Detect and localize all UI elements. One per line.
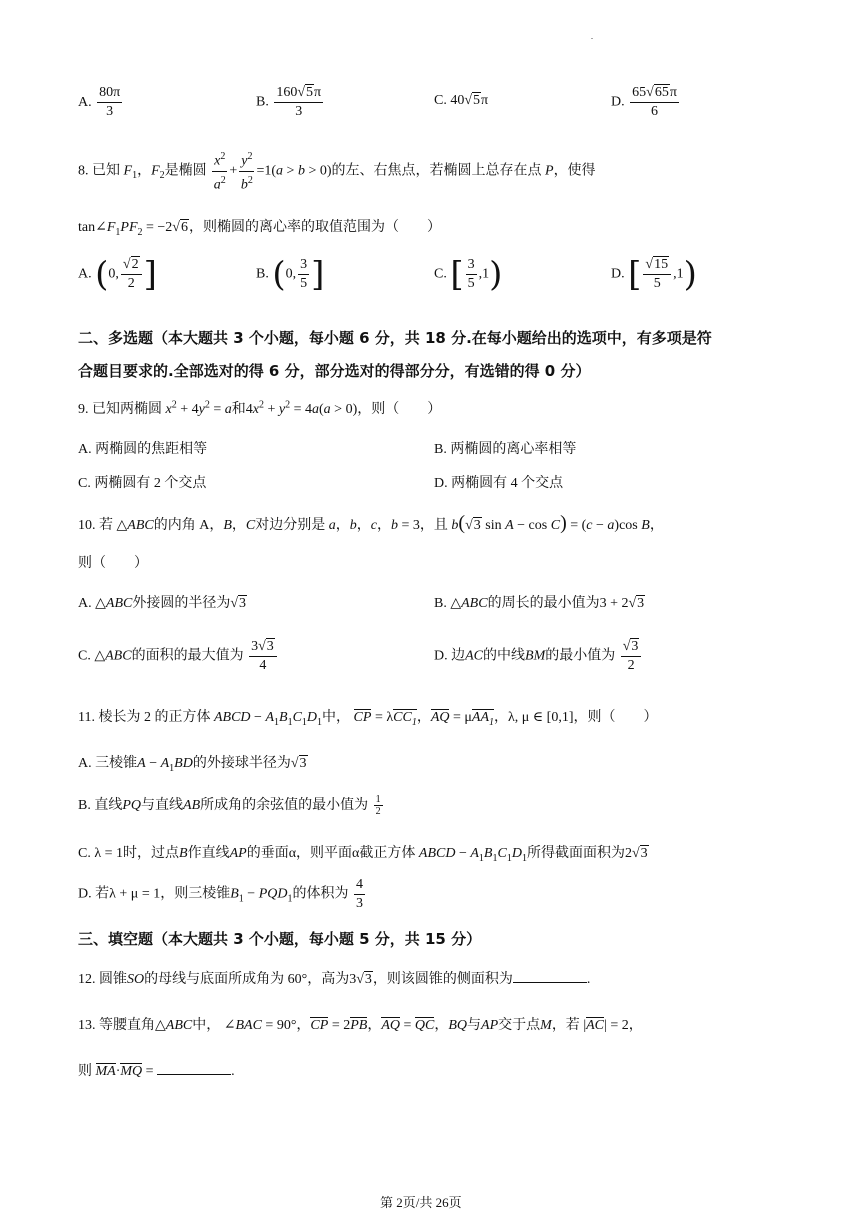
header-mark: .	[591, 32, 593, 41]
answer-blank[interactable]	[513, 982, 587, 983]
q10-option-b[interactable]: B. △ABC的周长的最小值为3 + 2√3	[434, 596, 645, 611]
question-12: 12. 圆锥SO的母线与底面所成角为 60°，高为3√3，则该圆锥的侧面积为 .	[78, 972, 591, 987]
fraction: $\frac{65√65\pi}{6}$	[632, 85, 677, 119]
q8-option-d[interactable]: D. [ $\frac{√15}{5}$ ,1)	[611, 254, 697, 295]
q8-option-b[interactable]: B. (0, $\frac{3}{5}$ ]	[256, 254, 325, 295]
section-2-heading-line2: 合题目要求的.全部选对的得 6 分，部分选对的得部分分，有选错的得 0 分）	[78, 362, 591, 380]
question-9: 9. 已知两椭圆 $x^2 + 4y^2 = a$和$4x^2 + y^2 = 4a(a > 0)$，则（ ）	[78, 399, 442, 417]
q10-option-a[interactable]: A. △ABC外接圆的半径为√3	[78, 596, 247, 611]
fraction: $\frac{80\pi}{3}$	[99, 85, 121, 119]
q11-option-d[interactable]: D. 若λ + μ = 1，则三棱锥$B_1 - PQD_1$的体积为 $\frac{4}{3}$	[78, 877, 363, 911]
q8-option-c[interactable]: C. [ $\frac{3}{5}$ ,1)	[434, 254, 503, 295]
q10-option-d[interactable]: D. 边AC的中线BM的最小值为 $\frac{√3}{2}$	[434, 638, 643, 675]
option-d[interactable]: D. $\frac{65√65\pi}{6}$	[611, 85, 677, 119]
q7-options	[78, 84, 124, 121]
option-a[interactable]: A. $\frac{80\pi}{3}$	[78, 85, 121, 119]
answer-blank[interactable]	[157, 1074, 231, 1075]
q11-option-a[interactable]: A. 三棱锥$A - A_1BD$的外接球半径为√3	[78, 756, 307, 774]
question-13-line2: 则 MA·MQ = .	[78, 1064, 235, 1079]
fraction: $\frac{160√5\pi}{3}$	[276, 85, 322, 119]
q10-option-c[interactable]: C. △ABC的面积的最大值为 $\frac{3√3}{4}$	[78, 638, 279, 675]
question-13-line1: 13. 等腰直角△ABC中， ∠BAC = 90°，CP = 2PB，AQ = QC，BQ与AP交于点M，若 |AC| = 2，	[78, 1018, 643, 1033]
question-10-line2: 则（ ）	[78, 556, 148, 571]
q9-option-a[interactable]: A. 两椭圆的焦距相等	[78, 442, 208, 457]
q9-option-c[interactable]: C. 两椭圆有 2 个交点	[78, 476, 207, 491]
section-2-heading-line1: 二、多选题（本大题共 3 个小题，每小题 6 分，共 18 分.在每小题给出的选项中，有多项是符	[78, 329, 712, 347]
question-8-line1: 8. 已知 $F_1$，$F_2$是椭圆 $\frac{x^2}{a^2}$ + $\frac{y^2}{b^2}$ =1(a > b > 0)的左、右焦点，若椭圆上总存在点 P，使得	[78, 148, 596, 194]
q9-option-b[interactable]: B. 两椭圆的离心率相等	[434, 442, 577, 457]
section-3-heading: 三、填空题（本大题共 3 个小题，每小题 5 分，共 15 分）	[78, 930, 482, 948]
q11-option-c[interactable]: C. λ = 1时，过点B作直线AP的垂面α，则平面α截正方体 ABCD − $A_1B_1C_1D_1$所得截面面积为2√3	[78, 846, 648, 864]
question-11: 11. 棱长为 2 的正方体 ABCD − $A_1B_1C_1D_1$中， CP = λCC$_1$，AQ = μAA$_1$，λ, μ ∈ [0,1]，则（ ）	[78, 710, 658, 728]
page-footer: 第 2页/共 26页	[380, 1195, 462, 1210]
option-c[interactable]: C. 40√5π	[434, 93, 489, 108]
q9-option-d[interactable]: D. 两椭圆有 4 个交点	[434, 476, 564, 491]
question-10-line1: 10. 若 △ABC的内角 A，B，C对边分别是 a，b，c，b = 3，且 b(√3 sin A − cos C) = (c − a)cos B，	[78, 512, 664, 534]
q11-option-b[interactable]: B. 直线PQ与直线AB所成角的余弦值的最小值为 $\frac{1}{2}$	[78, 794, 381, 818]
question-8-line2: $\tan\angle F_1PF_2 = -2√6$，则椭圆的离心率的取值范围为（ ）	[78, 220, 441, 238]
option-b[interactable]: B. $\frac{160√5\pi}{3}$	[256, 85, 322, 119]
q8-option-a[interactable]: A. (0, $\frac{√2}{2}$ ]	[78, 254, 157, 295]
